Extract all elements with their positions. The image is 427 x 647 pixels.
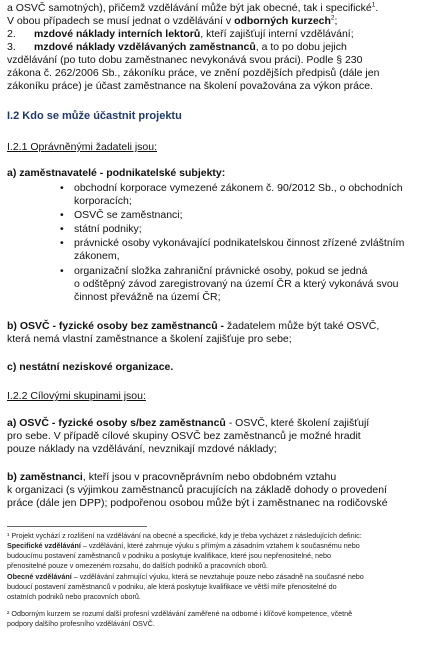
footnote-text: přenositelné pouze v omezeném rozsahu, do dalších podniků a pracovních oborů. (7, 561, 268, 570)
bullet-text: korporacích; (74, 195, 132, 207)
bullet-icon: • (60, 265, 64, 277)
footnote-text: budoucímu postavení zaměstnanců v podniku a poskytuje kvalifikace, které jsou nepřenositelné, nebo (7, 551, 332, 560)
text-line: V obou případech se musí jednat o vzdělávání v odborných kurzech$^2$; (7, 14, 338, 27)
text-line: zákoníku práce) je účast zaměstnance na školení považována za výkon práce. (7, 80, 373, 92)
subsection-heading: I.2.1 Oprávněnými žadateli jsou: (7, 141, 157, 153)
eligible-group-b: b) OSVČ - fyzické osoby bez zaměstnanců - žadatelem může být také OSVČ, (7, 320, 380, 332)
bullet-text: obchodní korporace vymezené zákonem č. 90/2012 Sb., o obchodních (74, 182, 403, 194)
footnote-text: ostatních podniků nebo pracovních oborů. (7, 592, 141, 601)
footnote-2: ² Odborným kurzem se rozumí další profesní vzdělávání zaměřené na odborné i klíčové kompetence, včetně (7, 609, 353, 618)
text-line: pouze náklady na vzdělávání, nevznikají mzdové náklady; (7, 443, 277, 455)
eligible-group-c: c) nestátní neziskové organizace. (7, 361, 174, 373)
eligible-group-a: a) zaměstnavatelé - podnikatelské subjekty: (7, 167, 226, 179)
text-line: k organizaci (s výjimkou zaměstnanců pracujících na základě dohody o provedení (7, 484, 387, 496)
text-line: pro sebe. V případě cílové skupiny OSVČ bez zaměstnanců je možné hradit (7, 430, 361, 442)
text-line: zákona č. 262/2006 Sb., zákoníku práce, ve znění pozdějších předpisů (dále jen (7, 67, 380, 79)
footnote-text: budoucí postavení zaměstnanců v podniku, ale která poskytuje kvalifikace ve větší míře přenositelné do (7, 582, 337, 591)
bullet-icon: • (60, 237, 64, 249)
text-line: vzdělávání (po tuto dobu zaměstnanec nevykonává svou práci). Podle § 230 (7, 54, 363, 66)
bullet-text: o odštěpný závod zaregistrovaný na území ČR a který vykonává svou (74, 278, 399, 290)
bullet-text: OSVČ se zaměstnanci; (74, 209, 183, 221)
footnote-separator (7, 526, 147, 527)
list-item-2: 2. mzdové náklady interních lektorů, kteří zajišťují interní vzdělávání; (7, 28, 354, 40)
bullet-icon: • (60, 182, 64, 194)
target-group-b: b) zaměstnanci, kteří jsou v pracovněprávním nebo obdobném vztahu (7, 471, 337, 483)
footnote-text: podpory dalšího profesního vzdělávání OSVČ. (7, 619, 155, 628)
footnote-text: Obecné vzdělávání – vzdělávání zahrnující výuku, která se nevztahuje pouze nebo zásadně na současné nebo (7, 572, 364, 581)
bullet-text: státní podniky; (74, 223, 142, 235)
footnote-ref[interactable]: 2 (330, 14, 335, 22)
text-line: a OSVČ samotných), přičemž vzdělávání může být jak obecné, tak i specifické$^1$. (7, 1, 379, 14)
list-item-3: 3. mzdové náklady vzdělávaných zaměstnanců, a to po dobu jejich (7, 41, 347, 53)
bullet-text: organizační složka zahraniční právnické osoby, pokud se jedná (74, 265, 368, 277)
bullet-icon: • (60, 223, 64, 235)
footnote-ref[interactable]: 1 (371, 1, 376, 9)
section-heading: I.2 Kdo se může účastnit projektu (7, 110, 182, 122)
text-line: práce (dále jen DPP); podpořenou osobou může být i zaměstnanec na rodičovské (7, 497, 388, 509)
bullet-text: zákonem, (74, 250, 120, 262)
subsection-heading: I.2.2 Cílovými skupinami jsou: (7, 390, 146, 402)
bullet-text: právnické osoby vykonávající podnikatelskou činnost zřízené zvláštním (74, 237, 405, 249)
text-line: která nemá vlastní zaměstnance a školení zajišťuje pro sebe; (7, 333, 292, 345)
target-group-a: a) OSVČ - fyzické osoby s/bez zaměstnanců - OSVČ, které školení zajišťují (7, 417, 370, 429)
bullet-icon: • (60, 209, 64, 221)
footnote-text: Specifické vzdělávání – vzdělávání, které zahrnuje výuku s přímým a zásadním vztahem k současnému nebo (7, 541, 360, 550)
footnote-1: ¹ Projekt vychází z rozlišení na vzdělávání na obecné a specifické, kdy je třeba vycházet z následujících definic: (7, 531, 362, 540)
bullet-text: činnost převážně na území ČR; (74, 291, 221, 303)
